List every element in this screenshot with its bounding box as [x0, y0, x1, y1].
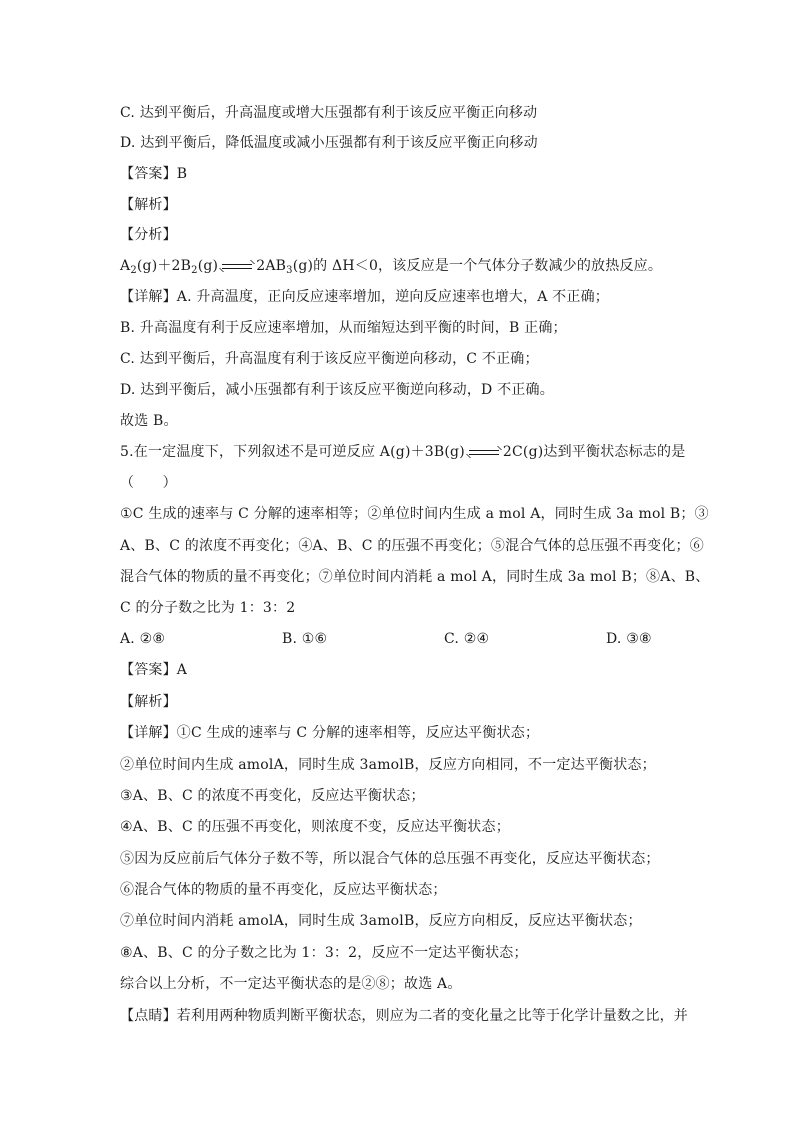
summary-text: 综合以上分析，不一定达平衡状态的是②⑧；故选 A。 [120, 976, 462, 992]
eq-subscript: 2 [191, 265, 198, 276]
answer-label: 【答案】B [120, 166, 188, 182]
detail-4: ④A、B、C 的压强不再变化，则浓度不变，反应达平衡状态； [120, 819, 510, 835]
detail-3: ③A、B、C 的浓度不再变化，反应达平衡状态； [120, 788, 425, 804]
detail-7: ⑦单位时间内消耗 amolA，同时生成 3amolB，反应方向相反，反应达平衡状态； [120, 913, 642, 929]
question-text: 5.在一定温度下，下列叙述不是可逆反应 A(g)＋3B(g) [120, 444, 465, 460]
detail-6: ⑥混合气体的物质的量不再变化，反应达平衡状态； [120, 882, 447, 898]
question-text: 2C(g)达到平衡状态标志的是 [502, 444, 686, 460]
analysis-heading: 【解析】 [120, 197, 177, 213]
option-d: D. ③⑧ [606, 631, 652, 647]
option-c: C. ②④ [444, 631, 490, 647]
answer-label-2: 【答案】A [120, 662, 188, 678]
question-5-stem [120, 443, 686, 461]
detail-1: 【详解】①C 生成的速率与 C 分解的速率相等，反应达平衡状态； [120, 725, 540, 741]
eq-part: (g)＋2B [136, 258, 192, 274]
statement-line-2: A、B、C 的浓度不再变化；④A、B、C 的压强不再变化；⑤混合气体的总压强不再变化；⑥ [120, 538, 704, 554]
analysis-heading-2: 【解析】 [120, 694, 177, 710]
detail-2: ②单位时间内生成 amolA，同时生成 3amolB，反应方向相同，不一定达平衡状态； [120, 757, 656, 773]
option-c-text: C. 达到平衡后，升高温度或增大压强都有利于该反应平衡正向移动 [120, 105, 538, 121]
options-row [120, 630, 680, 648]
option-a: A. ②⑧ [120, 631, 166, 647]
eq-part: A [120, 258, 131, 274]
detail-b: B. 升高温度有利于反应速率增加，从而缩短达到平衡的时间，B 正确； [120, 320, 567, 336]
conclusion-text: 故选 B。 [120, 413, 178, 429]
reaction-equation-line [120, 257, 680, 280]
detail-5: ⑤因为反应前后气体分子数不等，所以混合气体的总压强不再变化，反应达平衡状态； [120, 851, 660, 867]
statement-line-1: ①C 生成的速率与 C 分解的速率相等；②单位时间内生成 a mol A，同时生成 3a mol B；③ [120, 506, 709, 522]
eq-subscript: 3 [286, 265, 293, 276]
option-b: B. ①⑥ [282, 631, 328, 647]
detail-8: ⑧A、B、C 的分子数之比为 1：3：2，反应不一定达平衡状态； [120, 945, 528, 961]
detail-d: D. 达到平衡后，减小压强都有利于该反应平衡逆向移动，D 不正确。 [120, 382, 554, 398]
equilibrium-arrow-icon [469, 447, 499, 457]
eq-part: (g) [197, 258, 219, 274]
detail-a: 【详解】A. 升高温度，正向反应速率增加，逆向反应速率也增大，A 不正确； [120, 289, 609, 305]
fenxi-heading: 【分析】 [120, 227, 177, 243]
equilibrium-arrow-icon [222, 261, 252, 271]
eq-part: (g)的 ΔH＜0，该反应是一个气体分子数减少的放热反应。 [292, 258, 663, 274]
eq-subscript: 2 [130, 265, 137, 276]
statement-line-4: C 的分子数之比为 1：3：2 [120, 600, 296, 616]
eq-part: 2AB [256, 258, 287, 274]
detail-c: C. 达到平衡后，升高温度有利于该反应平衡逆向移动，C 不正确； [120, 351, 539, 367]
option-d-text: D. 达到平衡后，降低温度或减小压强都有利于该反应平衡正向移动 [120, 135, 538, 151]
statement-line-3: 混合气体的物质的量不再变化；⑦单位时间内消耗 a mol A，同时生成 3a mol B；⑧A、B、 [120, 569, 710, 585]
question-blank: （ ） [120, 475, 177, 491]
tip-text: 【点睛】若利用两种物质判断平衡状态，则应为二者的变化量之比等于化学计量数之比，并 [120, 1008, 688, 1024]
